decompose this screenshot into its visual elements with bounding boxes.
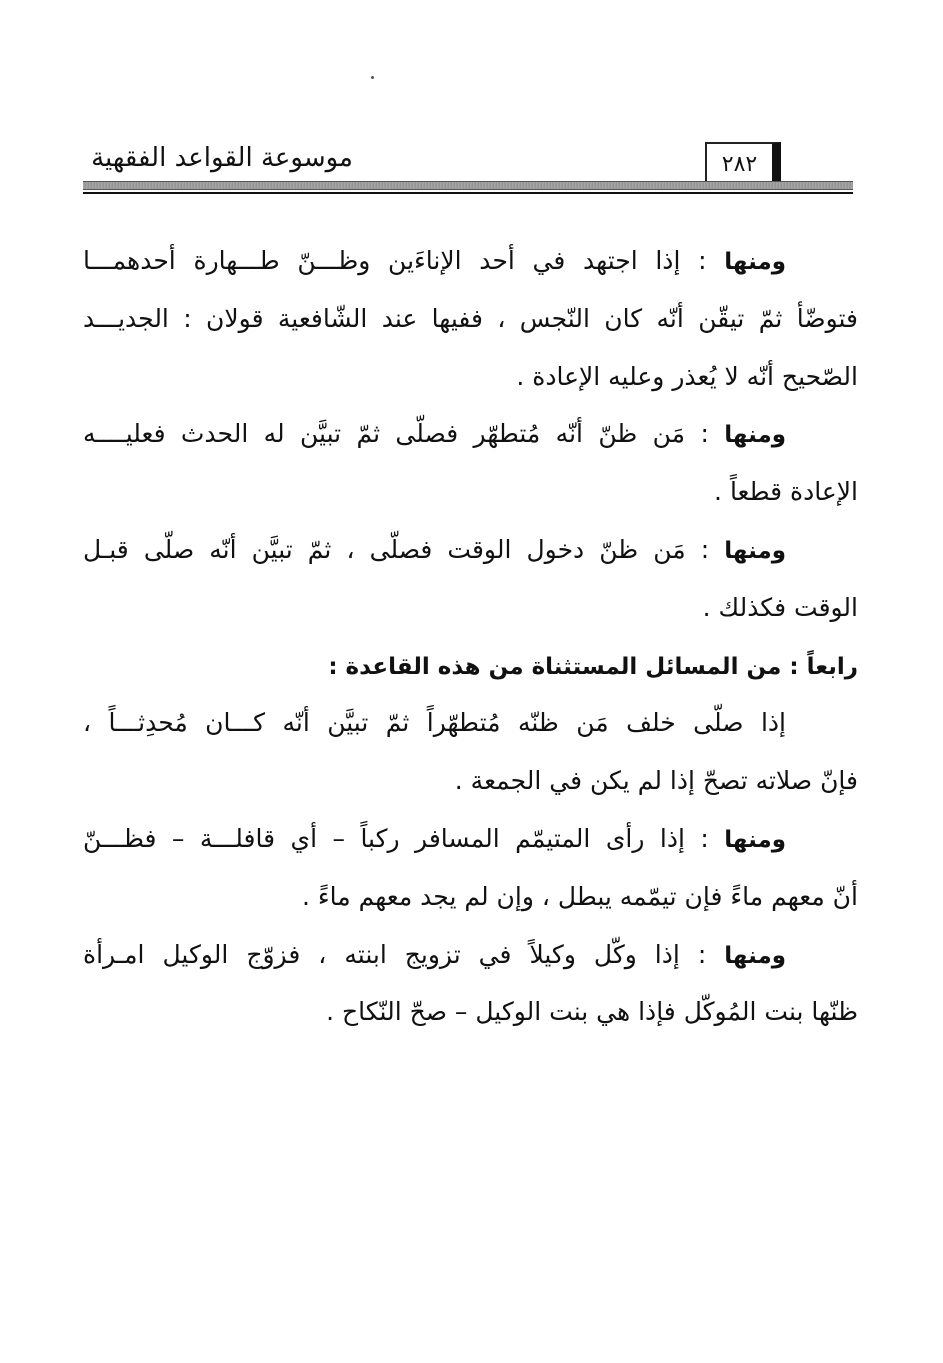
header-rule [83,192,853,194]
line-text: الوقت فكذلك . [702,592,858,622]
paragraph-keyword: ومنها [724,826,786,853]
line-text: ظنّها بنت المُوكّل فإذا هي بنت الوكيل – صحّ النّكاح . [326,997,858,1027]
paragraph-keyword: ومنها [724,537,786,564]
line-text: إذا صلّى خلف مَن ظنّه مُتطهّراً ثمّ تبيَّن أنّه كـــان مُحدِثـــاً ، [83,708,786,738]
page-body [83,232,858,1041]
text-line [83,348,858,406]
text-line [83,232,858,290]
text-line [83,752,858,810]
line-text: : مَن ظنّ أنّه مُتطهّر فصلّى ثمّ تبيَّن له الحدث فعليــــه [83,419,725,449]
scan-speck [371,76,374,79]
running-title: موسوعة القواعد الفقهية [91,143,353,173]
line-text: الصّحيح أنّه لا يُعذر وعليه الإعادة . [516,361,858,391]
paragraph-keyword: ومنها [724,422,786,449]
paragraph-keyword: ومنها [724,942,786,969]
line-text: : إذا رأى المتيمّم المسافر ركباً – أي قافلـــة – فظـــنّ [83,823,725,853]
page-number-box [705,142,781,184]
text-line [83,290,858,348]
text-line [83,868,858,926]
line-text: أنّ معهم ماءً فإن تيمّمه يبطل ، وإن لم يجد معهم ماءً . [302,881,858,911]
line-text: الإعادة قطعاً . [714,477,858,507]
paragraph-keyword: ومنها [724,249,786,275]
text-line [83,810,858,868]
text-line [83,463,858,521]
line-text: فإنّ صلاته تصحّ إذا لم يكن في الجمعة . [454,766,858,796]
section-heading [83,637,858,695]
text-line [83,926,858,984]
page-header [83,138,853,198]
text-line [83,405,858,463]
text-line [83,983,858,1041]
text-line [83,579,858,637]
line-text: : مَن ظنّ دخول الوقت فصلّى ، ثمّ تبيَّن أنّه صلّى قبـل [83,534,725,564]
text-line [83,521,858,579]
text-line [83,694,858,752]
header-rule-shaded [83,181,853,190]
page-number: ٢٨٢ [721,151,758,177]
line-text: : إذا وكّل وكيلاً في تزويج ابنته ، فزوّج الوكيل امـرأة [83,939,725,969]
line-text: فتوضّأ ثمّ تيقّن أنّه كان النّجس ، ففيها عند الشّافعية قولان : الجديـــد [83,303,858,333]
line-text: : إذا اجتهد في أحد الإناءَين وظـــنّ طـــهارة أحدهمـــا [83,246,725,275]
heading-text: رابعاً : من المسائل المستثناة من هذه القاعدة : [328,653,858,680]
